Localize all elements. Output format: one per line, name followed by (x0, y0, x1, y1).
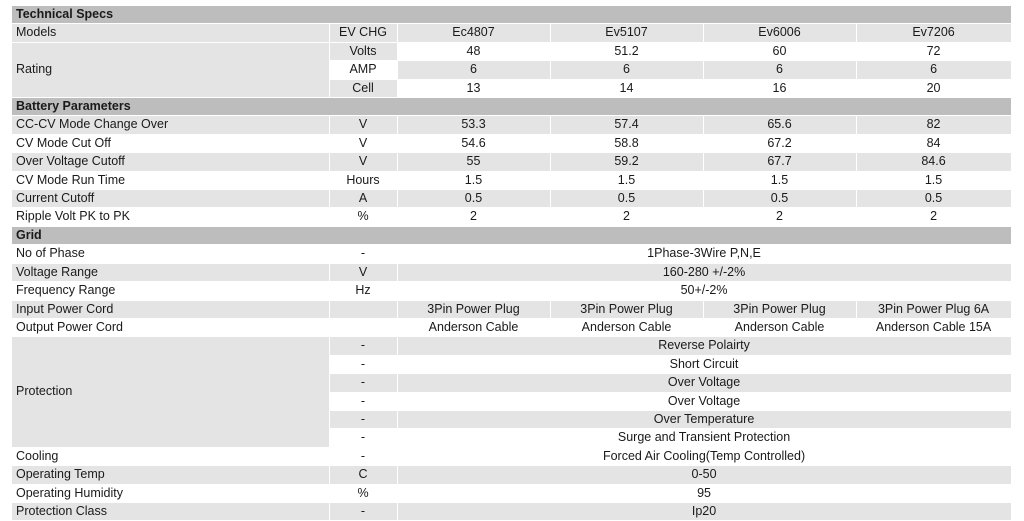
unit-cell: V (329, 134, 397, 152)
unit-cell: - (329, 374, 397, 392)
row-label: Protection Class (12, 502, 329, 520)
row-label: Operating Temp (12, 466, 329, 484)
unit-cell: - (329, 429, 397, 447)
row-label: Operating Humidity (12, 484, 329, 502)
unit-cell: A (329, 190, 397, 208)
value-cell: 1.5 (550, 171, 703, 189)
table-row-protection (12, 337, 1011, 355)
unit-cell: Hz (329, 282, 397, 300)
value-cell: 84 (856, 134, 1011, 152)
model-name: Ev6006 (703, 24, 856, 42)
section-header-row (12, 98, 1011, 116)
model-name: Ev5107 (550, 24, 703, 42)
unit-cell: - (329, 502, 397, 520)
unit-cell: Hours (329, 171, 397, 189)
section-title-grid: Grid (12, 226, 1011, 244)
table-row (12, 208, 1011, 226)
value-cell: 0.5 (856, 190, 1011, 208)
value-cell: 53.3 (397, 116, 550, 134)
model-name: Ev7206 (856, 24, 1011, 42)
value-cell: 95 (397, 484, 1011, 502)
value-cell: 6 (703, 61, 856, 79)
unit-cell (329, 300, 397, 318)
unit-cell: - (329, 355, 397, 373)
unit-cell (329, 318, 397, 336)
value-cell: 1Phase-3Wire P,N,E (397, 245, 1011, 263)
unit-cell: - (329, 245, 397, 263)
value-cell: 0.5 (550, 190, 703, 208)
row-label: CV Mode Run Time (12, 171, 329, 189)
unit-cell: - (329, 447, 397, 465)
table-row (12, 134, 1011, 152)
value-cell: Anderson Cable (703, 318, 856, 336)
table-row (12, 116, 1011, 134)
unit-cell: V (329, 263, 397, 281)
value-cell: Over Temperature (397, 410, 1011, 428)
value-cell: 55 (397, 153, 550, 171)
unit-cell: EV CHG (329, 24, 397, 42)
row-label: Voltage Range (12, 263, 329, 281)
value-cell: Ip20 (397, 502, 1011, 520)
value-cell: Forced Air Cooling(Temp Controlled) (397, 447, 1011, 465)
table-row (12, 171, 1011, 189)
table-row (12, 447, 1011, 465)
value-cell: 58.8 (550, 134, 703, 152)
value-cell: Reverse Polairty (397, 337, 1011, 355)
table-row (12, 153, 1011, 171)
value-cell: 54.6 (397, 134, 550, 152)
value-cell: 50+/-2% (397, 282, 1011, 300)
value-cell: 6 (856, 61, 1011, 79)
row-label: CC-CV Mode Change Over (12, 116, 329, 134)
value-cell: Short Circuit (397, 355, 1011, 373)
value-cell: 1.5 (703, 171, 856, 189)
unit-cell: C (329, 466, 397, 484)
value-cell: 57.4 (550, 116, 703, 134)
value-cell: 160-280 +/-2% (397, 263, 1011, 281)
table-row-models (12, 24, 1011, 42)
value-cell: 2 (856, 208, 1011, 226)
row-label: Over Voltage Cutoff (12, 153, 329, 171)
table-row (12, 484, 1011, 502)
value-cell: 3Pin Power Plug 6A (856, 300, 1011, 318)
table-row (12, 190, 1011, 208)
unit-cell: - (329, 337, 397, 355)
value-cell: 48 (397, 42, 550, 60)
value-cell: Anderson Cable (550, 318, 703, 336)
spec-table (12, 6, 1012, 521)
row-label: No of Phase (12, 245, 329, 263)
value-cell: 6 (397, 61, 550, 79)
value-cell: 14 (550, 79, 703, 97)
section-header-row (12, 226, 1011, 244)
table-row (12, 318, 1011, 336)
value-cell: 0-50 (397, 466, 1011, 484)
table-row (12, 282, 1011, 300)
row-label: Cooling (12, 447, 329, 465)
section-title-technical: Technical Specs (12, 6, 1011, 24)
value-cell: 72 (856, 42, 1011, 60)
value-cell: 3Pin Power Plug (397, 300, 550, 318)
value-cell: Anderson Cable 15A (856, 318, 1011, 336)
value-cell: 3Pin Power Plug (550, 300, 703, 318)
value-cell: 2 (397, 208, 550, 226)
value-cell: 2 (703, 208, 856, 226)
value-cell: 60 (703, 42, 856, 60)
value-cell: 20 (856, 79, 1011, 97)
unit-cell: Volts (329, 42, 397, 60)
value-cell: 6 (550, 61, 703, 79)
row-label-rating: Rating (12, 42, 329, 97)
row-label: Ripple Volt PK to PK (12, 208, 329, 226)
value-cell: Anderson Cable (397, 318, 550, 336)
unit-cell: V (329, 116, 397, 134)
row-label: Output Power Cord (12, 318, 329, 336)
value-cell: Over Voltage (397, 374, 1011, 392)
section-title-battery: Battery Parameters (12, 98, 1011, 116)
unit-cell: AMP (329, 61, 397, 79)
value-cell: 84.6 (856, 153, 1011, 171)
section-header-row (12, 6, 1011, 24)
table-row (12, 245, 1011, 263)
unit-cell: - (329, 392, 397, 410)
unit-cell: - (329, 410, 397, 428)
value-cell: 16 (703, 79, 856, 97)
row-label: Models (12, 24, 329, 42)
unit-cell: V (329, 153, 397, 171)
table-row (12, 466, 1011, 484)
row-label: Current Cutoff (12, 190, 329, 208)
table-row (12, 502, 1011, 520)
row-label-protection: Protection (12, 337, 329, 447)
value-cell: 1.5 (856, 171, 1011, 189)
value-cell: 13 (397, 79, 550, 97)
row-label: CV Mode Cut Off (12, 134, 329, 152)
value-cell: Over Voltage (397, 392, 1011, 410)
value-cell: 1.5 (397, 171, 550, 189)
value-cell: 51.2 (550, 42, 703, 60)
unit-cell: Cell (329, 79, 397, 97)
value-cell: 0.5 (397, 190, 550, 208)
value-cell: 67.7 (703, 153, 856, 171)
unit-cell: % (329, 208, 397, 226)
value-cell: 2 (550, 208, 703, 226)
value-cell: 67.2 (703, 134, 856, 152)
model-name: Ec4807 (397, 24, 550, 42)
table-row-rating-volts (12, 42, 1011, 60)
value-cell: 82 (856, 116, 1011, 134)
value-cell: 65.6 (703, 116, 856, 134)
value-cell: 0.5 (703, 190, 856, 208)
unit-cell: % (329, 484, 397, 502)
value-cell: 3Pin Power Plug (703, 300, 856, 318)
row-label: Input Power Cord (12, 300, 329, 318)
table-row (12, 300, 1011, 318)
value-cell: 59.2 (550, 153, 703, 171)
value-cell: Surge and Transient Protection (397, 429, 1011, 447)
table-row (12, 263, 1011, 281)
row-label: Frequency Range (12, 282, 329, 300)
